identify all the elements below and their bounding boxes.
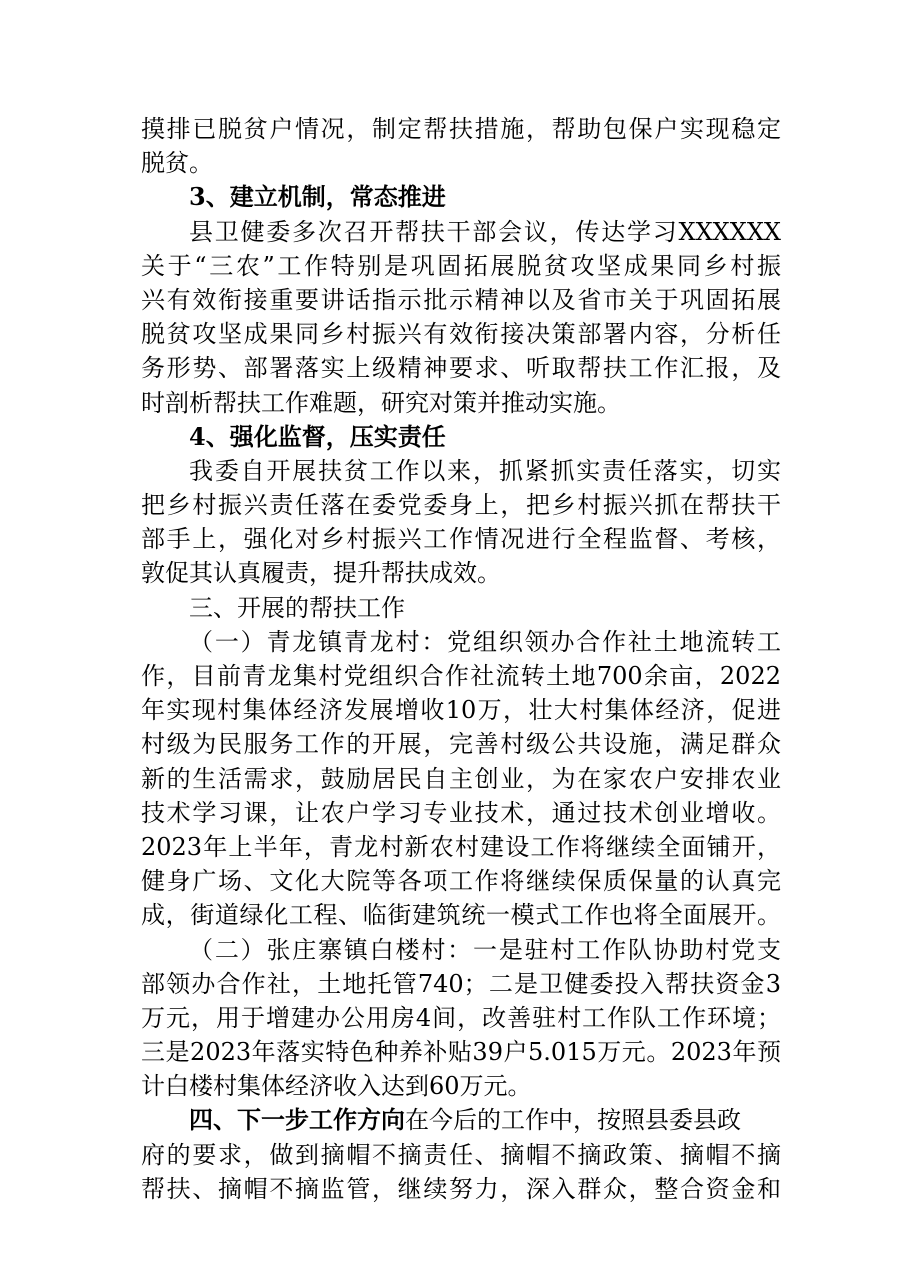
text-line: 关于“三农”工作特别是巩固拓展脱贫攻坚成果同乡村振: [141, 251, 781, 280]
section-heading: 三、开展的帮扶工作: [189, 593, 405, 622]
text-line: 把乡村振兴责任落在委党委身上，把乡村振兴抓在帮扶干: [141, 491, 781, 520]
text-line: 务形势、部署落实上级精神要求、听取帮扶工作汇报，及: [141, 354, 781, 383]
text-line: 兴有效衔接重要讲话指示批示精神以及省市关于巩固拓展: [141, 285, 781, 314]
text-line: 摸排已脱贫户情况，制定帮扶措施，帮助包保户实现稳定: [141, 115, 781, 143]
text-line: 脱贫攻坚成果同乡村振兴有效衔接决策部署内容，分析任: [141, 320, 781, 349]
text-line: 作，目前青龙集村党组织合作社流转土地700余亩，2022: [141, 662, 781, 690]
section-heading: 3、建立机制，常态推进: [189, 182, 446, 212]
text-line: 敦促其认真履责，提升帮扶成效。: [141, 559, 501, 588]
text-line: 2023年上半年，青龙村新农村建设工作将继续全面铺开，: [141, 832, 781, 861]
text-line: 技术学习课，让农户学习专业技术，通过技术创业增收。: [141, 798, 781, 827]
text-line: 部手上，强化对乡村振兴工作情况进行全程监督、考核，: [141, 525, 781, 554]
text-line: 计白楼村集体经济收入达到60万元。: [141, 1072, 532, 1101]
document-body: [141, 112, 781, 1206]
text-line: 新的生活需求，鼓励居民自主创业，为在家农户安排农业: [141, 764, 781, 793]
text-line: 健身广场、文化大院等各项工作将继续保质保量的认真完: [141, 867, 781, 896]
text-line: 部领办合作社，土地托管740；二是卫健委投入帮扶资金3: [141, 969, 781, 998]
text-line: [141, 1103, 781, 1137]
text-line: 万元，用于增建办公用房4间，改善驻村工作队工作环境；: [141, 1003, 781, 1032]
text-line: 我委自开展扶贫工作以来，抓紧抓实责任落实，切实: [189, 456, 781, 485]
text-line: 年实现村集体经济发展增收10万，壮大村集体经济，促进: [141, 696, 781, 725]
section-heading: 4、强化监督，压实责任: [189, 421, 446, 451]
text-line-rest: 在今后的工作中，按照县委县政: [405, 1106, 741, 1135]
section-heading: 四、下一步工作方向: [189, 1105, 405, 1135]
text-line: 脱贫。: [141, 149, 213, 178]
text-line: 三是2023年落实特色种养补贴39户5.015万元。2023年预: [141, 1038, 781, 1067]
text-line: （一）青龙镇青龙村：党组织领办合作社土地流转工: [189, 627, 781, 656]
text-line: 成，街道绿化工程、临街建筑统一模式工作也将全面展开。: [141, 901, 781, 930]
text-line: 帮扶、摘帽不摘监管，继续努力，深入群众，整合资金和: [141, 1174, 781, 1203]
text-line: 时剖析帮扶工作难题，研究对策并推动实施。: [141, 388, 621, 417]
text-line: （二）张庄寨镇白楼村：一是驻村工作队协助村党支: [189, 935, 781, 964]
text-line: 府的要求，做到摘帽不摘责任、摘帽不摘政策、摘帽不摘: [141, 1140, 781, 1169]
text-line: 县卫健委多次召开帮扶干部会议，传达学习XXXXXX: [189, 217, 781, 246]
text-line: 村级为民服务工作的开展，完善村级公共设施，满足群众: [141, 730, 781, 759]
